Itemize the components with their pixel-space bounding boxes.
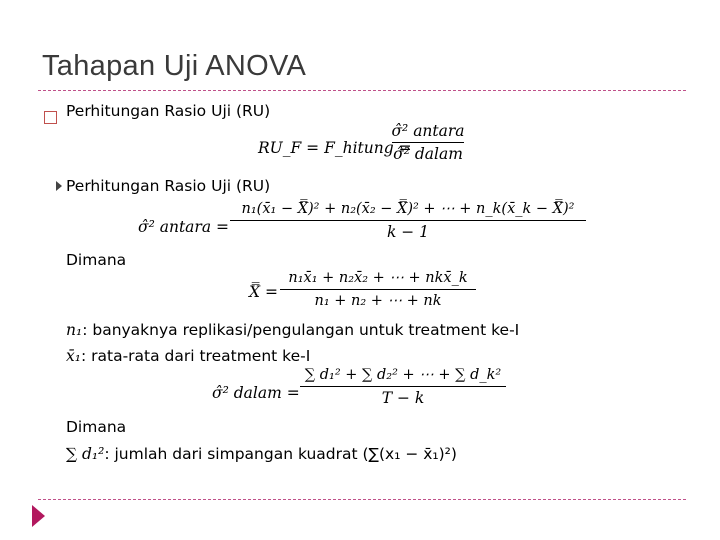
bottom-divider — [38, 499, 686, 500]
bullet-arrow-icon — [56, 181, 62, 191]
def-n1-symbol: n₁ — [66, 321, 83, 339]
top-divider — [38, 90, 686, 91]
def-sum-text: : jumlah dari simpangan kuadrat (∑(x₁ − x̄₁)²) — [104, 445, 457, 463]
eq1-fraction-bar — [392, 142, 464, 143]
eq2-denominator: k − 1 — [386, 223, 430, 241]
eq4-fraction — [300, 365, 506, 408]
def-x1 — [66, 347, 310, 365]
def-x1-symbol: x̄₁ — [66, 347, 81, 365]
eq1-denominator: σ̂² dalam — [393, 145, 463, 163]
dimana-label-2: Dimana — [66, 418, 127, 436]
def-n1-text: : banyaknya replikasi/pengulangan untuk treatment ke-I — [82, 321, 520, 339]
eq4-numerator: ∑ d₁² + ∑ d₂² + ⋯ + ∑ d_k² — [304, 367, 502, 383]
eq2-lhs: σ̂² antara = — [138, 218, 229, 236]
eq2-fraction-bar — [230, 220, 586, 221]
eq4-lhs: σ̂² dalam = — [212, 384, 300, 402]
slide-title: Tahapan Uji ANOVA — [42, 50, 307, 82]
eq1-fraction — [392, 121, 464, 164]
eq4-fraction-bar — [300, 386, 506, 387]
dimana-label-1: Dimana — [66, 251, 127, 269]
eq3-numerator: n₁x̄₁ + n₂x̄₂ + ⋯ + nkx̄_k — [288, 270, 468, 286]
item2-text: Perhitungan Rasio Uji (RU) — [66, 177, 271, 195]
def-sum — [66, 445, 457, 463]
eq3-fraction-bar — [280, 289, 476, 290]
missing-glyph-bullet-icon — [44, 111, 57, 124]
def-x1-text: : rata-rata dari treatment ke-I — [80, 347, 311, 365]
item1-text: Perhitungan Rasio Uji (RU) — [66, 102, 271, 120]
eq2-fraction — [230, 199, 586, 242]
eq1-numerator: σ̂² antara — [391, 122, 465, 140]
eq3-denominator: n₁ + n₂ + ⋯ + nk — [314, 293, 442, 309]
next-slide-arrow-icon[interactable] — [32, 505, 45, 527]
eq4-denominator: T − k — [381, 389, 425, 407]
eq3-fraction — [280, 268, 476, 311]
def-n1 — [66, 321, 519, 339]
eq2-numerator: n₁(x̄₁ − X̿)² + n₂(x̄₂ − X̿)² + ⋯ + n_k(x̄_k − X̿)² — [241, 201, 575, 217]
eq1-lhs: RU_F = F_hitung = — [258, 139, 412, 157]
eq3-lhs: X̿ = — [249, 283, 278, 301]
def-sum-symbol: ∑ d₁² — [66, 445, 105, 463]
